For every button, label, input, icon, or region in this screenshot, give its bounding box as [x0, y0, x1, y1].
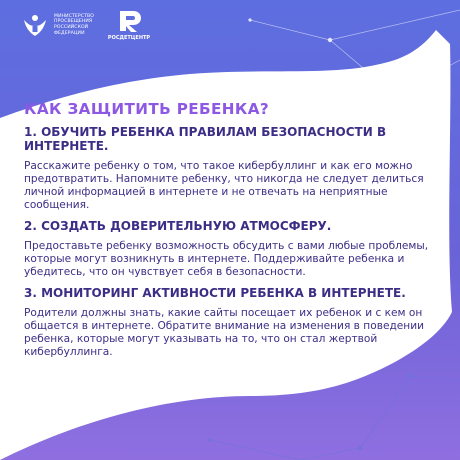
partner-name: РОСДЕТЦЕНТР	[107, 35, 151, 41]
page-title: КАК ЗАЩИТИТЬ РЕБЕНКА?	[24, 100, 270, 118]
section-text-3: Родители должны знать, какие сайты посещает их ребенок и с кем он общается в интернете. Обратите внимание на изменения в поведении ребенка, которые могут указывать на то, что он стал жертвой кибербуллинга.	[24, 307, 425, 358]
section-heading-2: 2. СОЗДАТЬ ДОВЕРИТЕЛЬНУЮ АТМОСФЕРУ.	[24, 219, 332, 233]
ministry-name: МИНИСТЕРСТВО ПРОСВЕЩЕНИЯ РОССИЙСКОЙ ФЕДЕРАЦИИ	[54, 13, 94, 36]
section-text-1: Расскажите ребенку о том, что такое кибербуллинг и как его можно предотвратить. Напомните ребенку, что никогда не следует делиться личной информацией в интернете и не отвечать на неприятные сообщения.	[24, 160, 424, 211]
section-text-2: Предоставьте ребенку возможность обсудить с вами любые проблемы, которые могут возникнуть в интернете. Поддерживайте ребенка и убедитесь, что он чувствует себя в безопасности.	[24, 240, 429, 278]
section-heading-3: 3. МОНИТОРИНГ АКТИВНОСТИ РЕБЕНКА В ИНТЕРНЕТЕ.	[24, 286, 406, 300]
section-heading-1: 1. ОБУЧИТЬ РЕБЕНКА ПРАВИЛАМ БЕЗОПАСНОСТИ В ИНТЕРНЕТЕ.	[24, 125, 387, 153]
content	[24, 100, 434, 366]
